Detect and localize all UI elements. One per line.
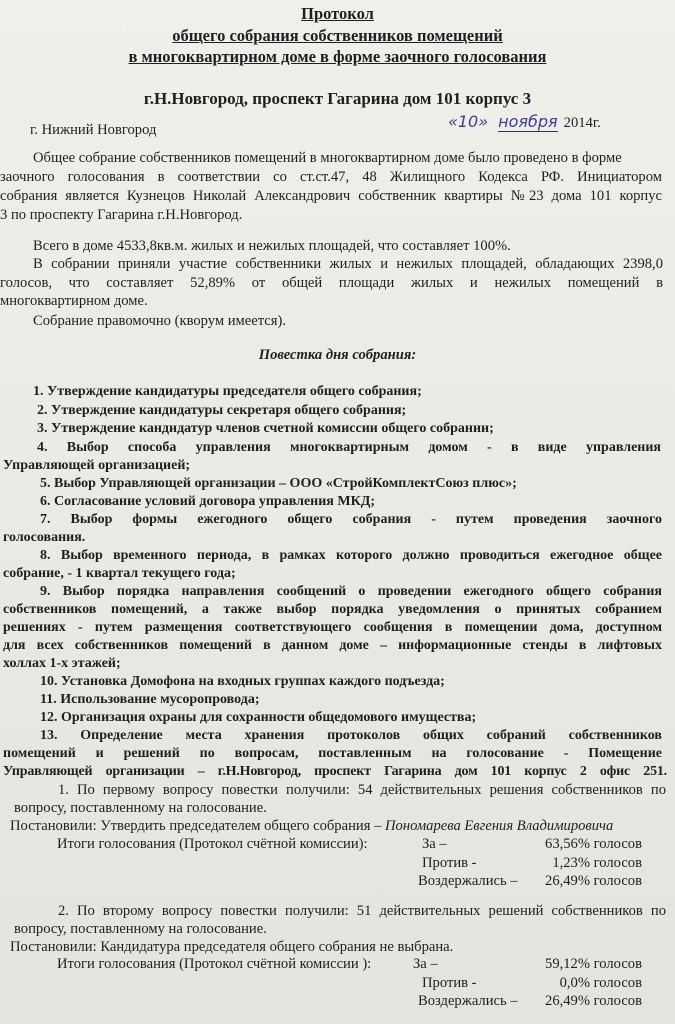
agenda-item-7: 7. Выбор формы ежегодного общего собрания - путем проведения заочного — [40, 512, 662, 527]
agenda-item-9-cont4: холлах 1-х этажей; — [3, 656, 121, 671]
doc-title-line1: Протокол — [301, 4, 374, 23]
date-block — [448, 112, 601, 132]
q2-against-label: Против - — [422, 975, 477, 991]
date-month-handwritten: ноября — [498, 112, 558, 131]
stats-line-1: Всего в доме 4533,8кв.м. жилых и нежилых площадей, что составляет 100%. — [33, 238, 511, 254]
doc-address: г.Н.Новгород, проспект Гагарина дом 101 корпус 3 — [143, 89, 532, 108]
quorum-line: Собрание правомочно (кворум имеется). — [33, 313, 287, 329]
q1-decided-label: Постановили: Утвердить председателем общего собрания – — [10, 818, 386, 834]
agenda-item-7-cont: голосования. — [3, 530, 86, 545]
agenda-item-13: 13. Определение места хранения протоколов общих собраний собственников — [40, 728, 662, 743]
agenda-item-4-cont: Управляющей организацией; — [3, 458, 191, 473]
stats-line-2: В собрании приняли участие собственники жилых и нежилых площадей, обладающих 2398,0 — [33, 256, 663, 272]
agenda-item-13-cont1: помещений и решений по вопросам, поставленным на голосование - Помещение — [3, 746, 662, 761]
stats-line-4: многоквартирном доме. — [0, 293, 148, 309]
q2-results-label: Итоги голосования (Протокол счётной комиссии ): — [57, 956, 372, 972]
q2-against-value: 0,0% голосов — [559, 975, 642, 991]
agenda-item-4: 4. Выбор способа управления многоквартирным домом - в виде управления — [37, 440, 661, 455]
q2-decision: Постановили: Кандидатура председателя общего собрания не выбрана. — [10, 939, 454, 955]
agenda-item-5: 5. Выбор Управляющей организации – ООО «СтройКомплектСоюз плюс»; — [40, 476, 517, 491]
q2-for-value: 59,12% голосов — [545, 956, 642, 972]
agenda-item-11: 11. Использование мусоропровода; — [40, 692, 260, 707]
q2-for-label: За – — [413, 956, 438, 972]
intro-line-2: заочного голосования в соответствии со ст.ст.47, 48 Жилищного Кодекса РФ. Инициатором — [0, 169, 662, 185]
q1-decision — [10, 818, 613, 835]
doc-title-line2: общего собрания собственников помещений — [172, 26, 503, 45]
q1-against-value: 1,23% голосов — [552, 855, 642, 871]
agenda-item-8-cont: собрание, - 1 квартал текущего года; — [3, 566, 236, 581]
agenda-item-9-cont1: собственников помещений, а также выбор порядка уведомления о принятых собранием — [3, 602, 662, 617]
q1-line-1: 1. По первому вопросу повестки получили: 54 действительных решения собственников по — [58, 782, 666, 798]
agenda-item-3: 3. Утверждение кандидатур членов счетной комиссии общего собрании; — [37, 421, 494, 436]
doc-title-line3: в многоквартирном доме в форме заочного голосования — [128, 47, 547, 66]
q1-line-2: вопросу, поставленному на голосование. — [14, 800, 267, 816]
q2-abstain-value: 26,49% голосов — [545, 993, 642, 1009]
intro-line-3: собрания является Кузнецов Николай Александрович собственник квартиры №23 дома 101 корпус — [0, 188, 662, 204]
agenda-item-8: 8. Выбор временного периода, в рамках которого должно проводиться ежегодное общее — [40, 548, 662, 563]
agenda-item-12: 12. Организация охраны для сохранности общедомового имущества; — [40, 710, 477, 725]
agenda-item-9-cont3: для всех собственников помещений в данном доме – информационные стенды в лифтовых — [3, 638, 662, 653]
agenda-item-10: 10. Установка Домофона на входных группах каждого подъезда; — [40, 674, 445, 689]
q2-abstain-label: Воздержались – — [418, 993, 518, 1009]
agenda-item-2: 2. Утверждение кандидатуры секретаря общего собрания; — [37, 403, 407, 418]
date-day-handwritten: «10» — [448, 112, 489, 131]
q1-abstain-label: Воздержались – — [418, 873, 518, 889]
q1-against-label: Против - — [422, 855, 477, 871]
q1-results-label: Итоги голосования (Протокол счётной комиссии): — [57, 836, 368, 852]
date-year: 2014г. — [563, 115, 601, 131]
city-label: г. Нижний Новгород — [30, 122, 157, 138]
q1-for-value: 63,56% голосов — [545, 836, 642, 852]
agenda-item-9: 9. Выбор порядка направления сообщений о проведении ежегодного общего собрания — [40, 584, 662, 599]
q1-abstain-value: 26,49% голосов — [545, 873, 642, 889]
agenda-item-9-cont2: решениях - путем размещения соответствующего сообщения в помещении дома, доступном — [3, 620, 662, 635]
agenda-item-6: 6. Согласование условий договора управления МКД; — [40, 494, 376, 509]
q1-for-label: За – — [422, 836, 447, 852]
intro-line-1: Общее собрание собственников помещений в многоквартирном доме было проведено в форме — [33, 150, 622, 166]
agenda-title: Повестка дня собрания: — [258, 347, 417, 363]
q2-line-1: 2. По второму вопросу повестки получили: 51 действительных решений собственников по — [58, 903, 666, 919]
agenda-item-13-cont2: Управляющей организации – г.Н.Новгород, проспект Гагарина дом 101 корпус 2 офис 251. — [3, 764, 667, 779]
intro-line-4: 3 по проспекту Гагарина г.Н.Новгород. — [0, 207, 243, 223]
q2-line-2: вопросу, поставленному на голосование. — [14, 921, 267, 937]
agenda-item-1: 1. Утверждение кандидатуры председателя общего собрания; — [33, 384, 422, 399]
stats-line-3: голосов, что составляет 52,89% от общей площади жилых и нежилых помещений в — [0, 275, 663, 291]
q1-decided-name: Пономарева Евгения Владимировича — [385, 818, 614, 834]
